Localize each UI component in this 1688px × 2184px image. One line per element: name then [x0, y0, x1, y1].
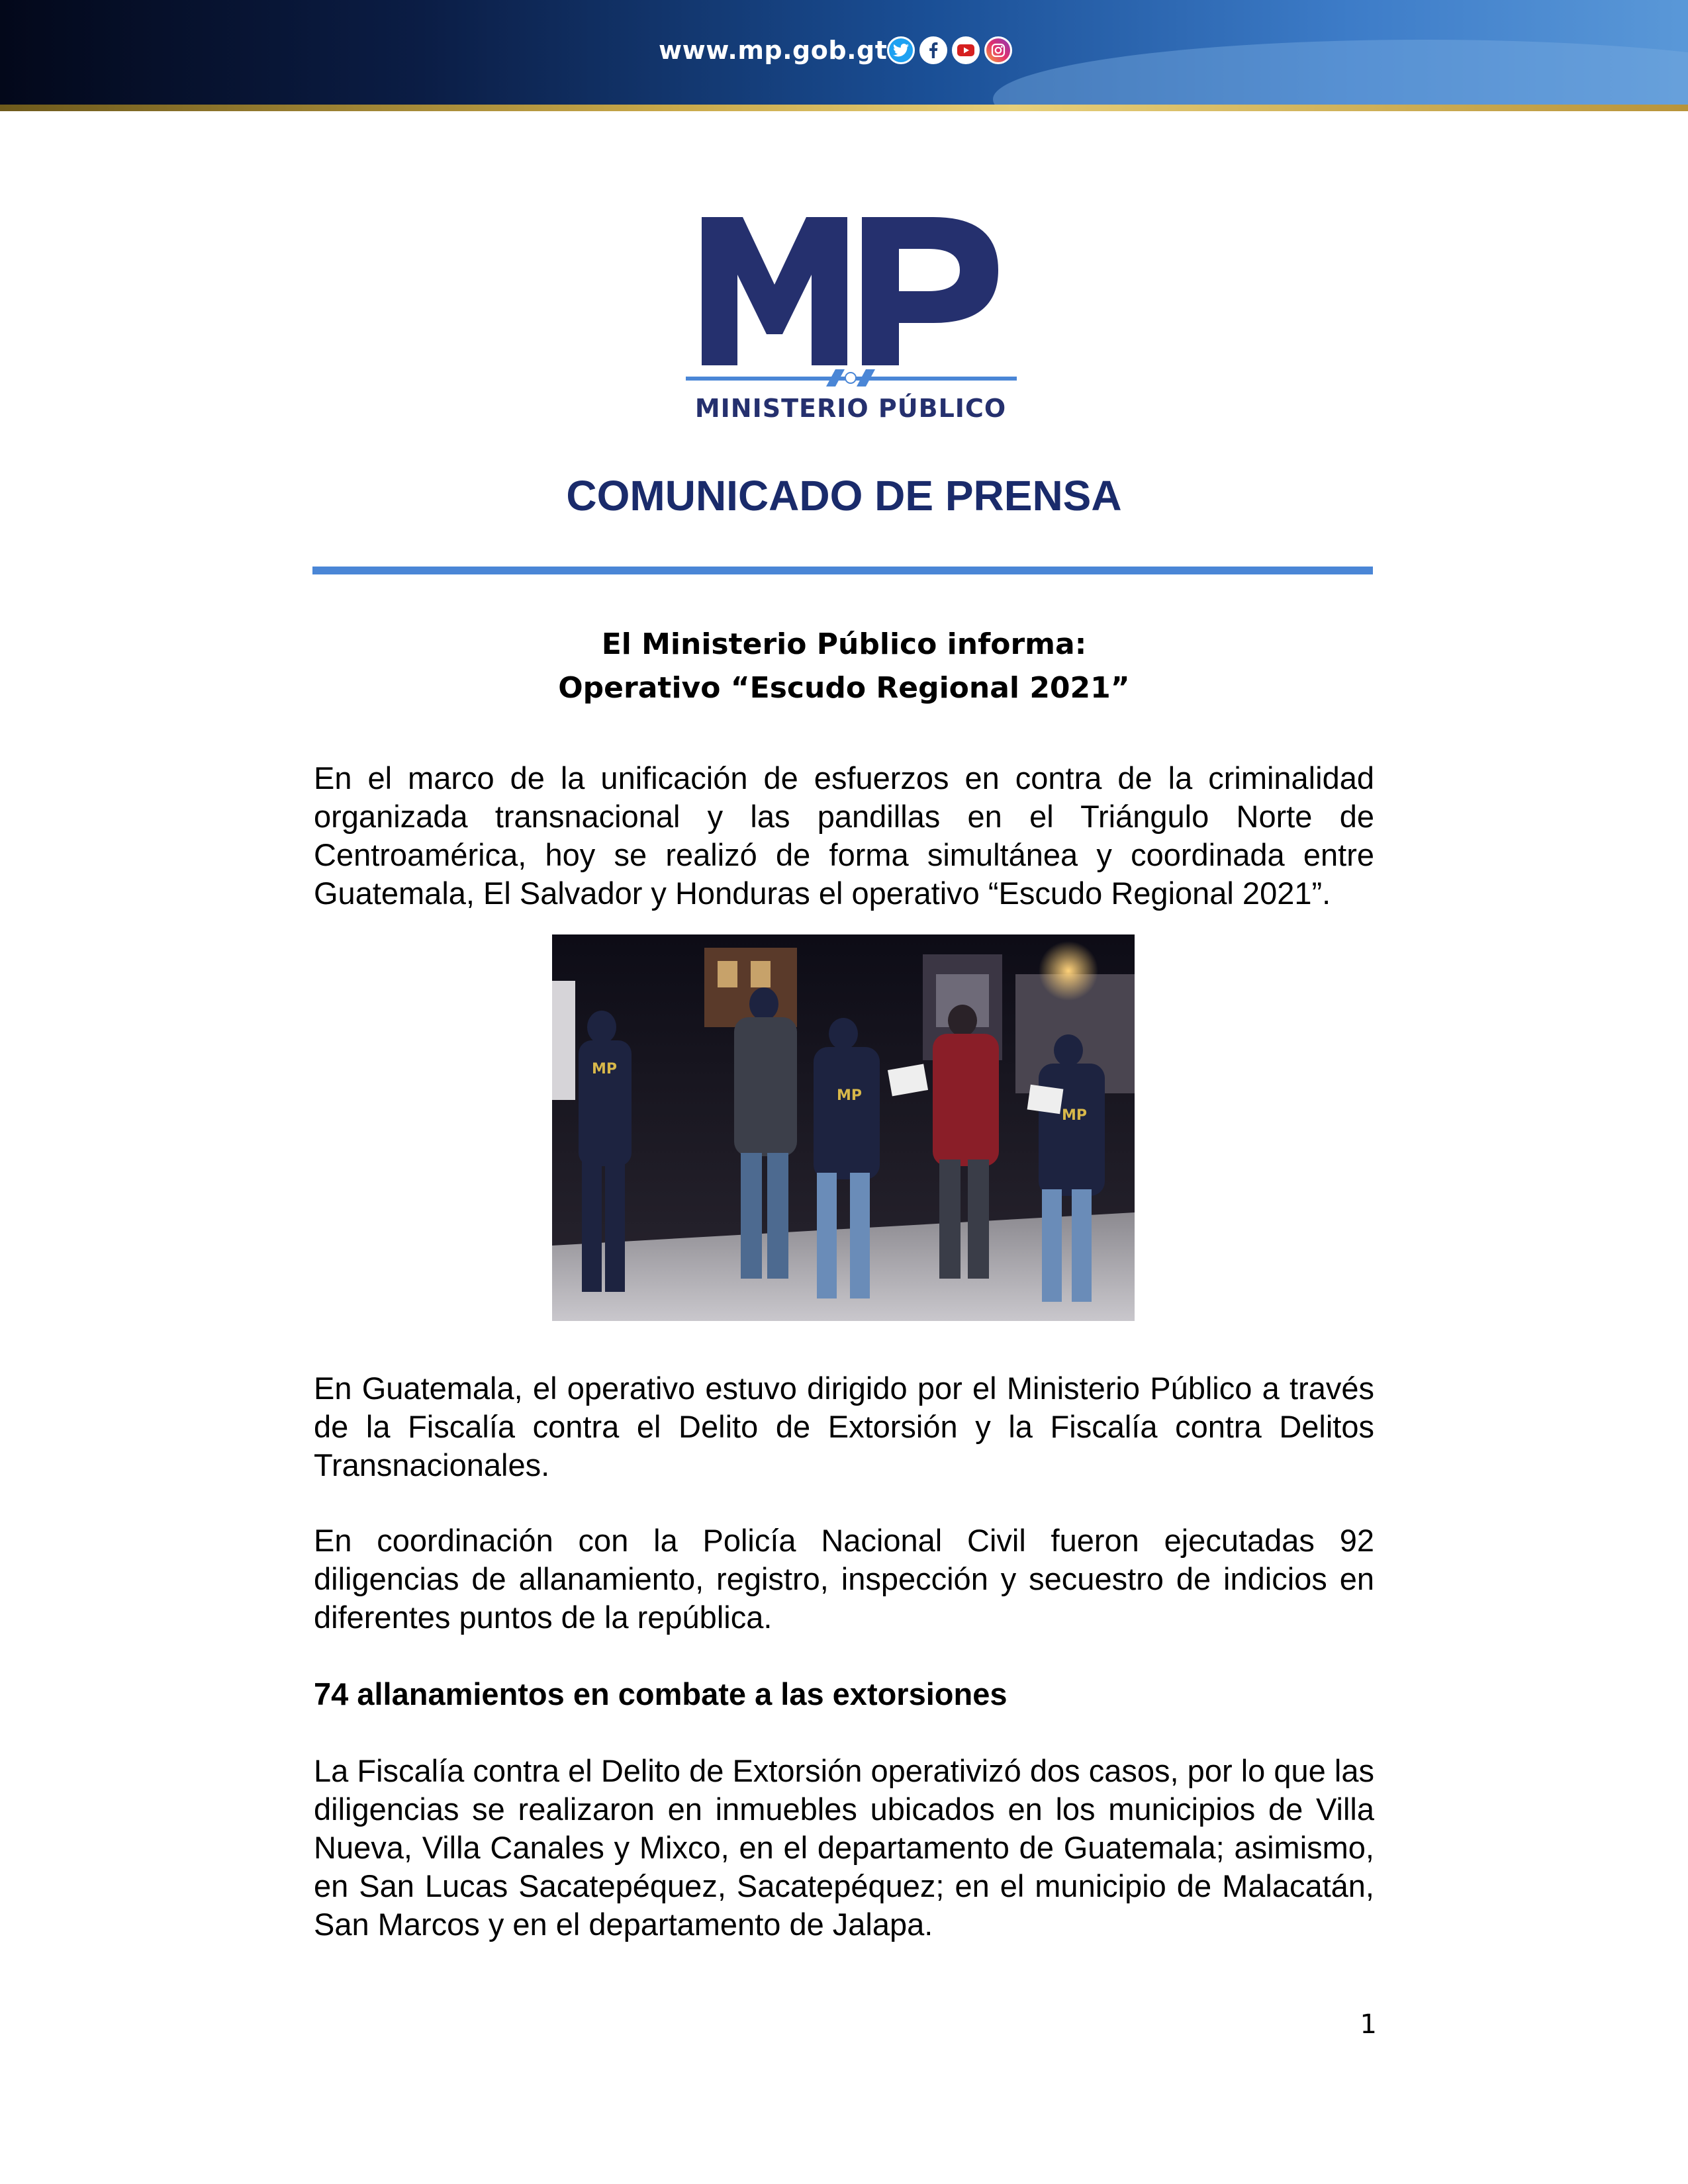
site-url-link[interactable]: www.mp.gob.gt [659, 36, 888, 65]
gold-divider [0, 105, 1688, 111]
press-release-title: COMUNICADO DE PRENSA [566, 472, 1122, 520]
youtube-icon[interactable] [952, 36, 980, 64]
banner-swoosh [993, 40, 1688, 105]
logo-name: MINISTERIO PÚBLICO [694, 394, 1007, 423]
title-divider [312, 567, 1373, 574]
social-icons [887, 36, 1012, 64]
page-number: 1 [1360, 2009, 1377, 2040]
svg-text:MP: MP [837, 1087, 863, 1104]
twitter-icon[interactable] [887, 36, 915, 64]
subtitle-line-2: Operativo “Escudo Regional 2021” [558, 671, 1130, 705]
mp-logo [682, 212, 1019, 430]
svg-text:MP: MP [592, 1061, 618, 1077]
svg-text:MP: MP [1062, 1107, 1088, 1124]
subtitle-line-1: El Ministerio Público informa: [601, 627, 1087, 661]
paragraph-intro: En el marco de la unificación de esfuerzos en contra de la criminalidad organizada transnacional y las pandillas en el Triángulo Norte de Centroamérica, hoy se realizó de forma simultánea y coordinada entre Guatemala, El Salvador y Honduras el operativo “Escudo Regional 2021”. [314, 760, 1374, 911]
operation-photo [552, 934, 1135, 1321]
header-banner [0, 0, 1688, 105]
section-heading: 74 allanamientos en combate a las extorsiones [314, 1676, 1008, 1711]
paragraph-coordination: En coordinación con la Policía Nacional Civil fueron ejecutadas 92 diligencias de allanamiento, registro, inspección y secuestro de indicios en diferentes puntos de la república. [314, 1523, 1374, 1635]
facebook-icon[interactable] [919, 36, 947, 64]
instagram-icon[interactable] [984, 36, 1012, 64]
paragraph-extortion: La Fiscalía contra el Delito de Extorsión operativizó dos casos, por lo que las diligencias se realizaron en inmuebles ubicados en los municipios de Villa Nueva, Villa Canales y Mixco, en el departamento de Guatemala; asimismo, en San Lucas Sacatepéquez, Sacatepéquez; en el municipio de Malacatán, San Marcos y en el departamento de Jalapa. [314, 1753, 1374, 1942]
paragraph-guatemala: En Guatemala, el operativo estuvo dirigido por el Ministerio Público a través de la Fiscalía contra el Delito de Extorsión y la Fiscalía contra Delitos Transnacionales. [314, 1371, 1374, 1482]
